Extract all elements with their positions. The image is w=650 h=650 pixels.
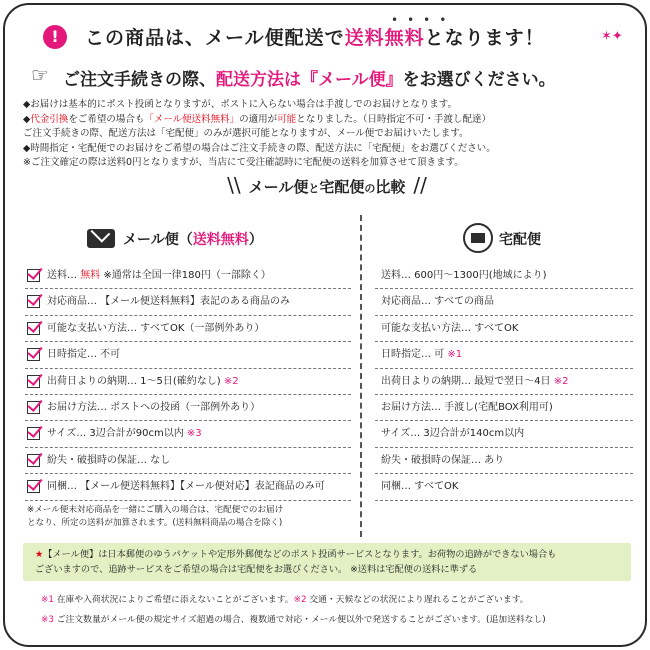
- checkbox-icon: [27, 401, 40, 414]
- envelope-icon: [87, 229, 115, 248]
- notes-block: [23, 98, 638, 171]
- checkbox-icon: [27, 480, 40, 493]
- courier-column-header: [375, 215, 633, 263]
- note-1: ◆お届けは基本的にポスト投函となりますが、ポストに入らない場合は手渡しでのお届けとなります。: [23, 99, 458, 110]
- mail-row-fee: 送料… 無料 ※通常は全国一律180円（一部除く）: [25, 263, 351, 289]
- mail-column-note: ※メール便未対応商品を一緒にご購入の場合は、宅配便でのお届け となり、所定の送料が加算されます。(送料無料商品の場合を除く): [27, 504, 284, 528]
- sub-heading: [5, 63, 647, 91]
- mail-row-method: お届け方法… ポストへの投函（一部例外あり）: [25, 395, 351, 421]
- package-icon: [463, 223, 493, 253]
- footnotes: [41, 593, 637, 633]
- mail-row-products: 対応商品… 【メール便送料無料】表記のある商品のみ: [25, 289, 351, 315]
- courier-row-method: お届け方法… 手渡し(宅配BOX利用可): [375, 395, 633, 421]
- checkbox-icon: [27, 269, 40, 282]
- courier-row-size: サイズ… 3辺合計が140cm以内: [375, 421, 633, 447]
- courier-row-fee: 送料… 600円～1300円(地域により): [375, 263, 633, 289]
- mail-row-delivery-period: 出荷日よりの納期… 1～5日(確約なし) ※2: [25, 369, 351, 395]
- mail-row-time: 日時指定… 不可: [25, 342, 351, 368]
- note-2: ◆代金引換をご希望の場合も「メール便送料無料」の適用が可能となりました。（日時指定不可・手渡し配達）: [23, 113, 491, 125]
- courier-column-title: 宅配便: [499, 232, 541, 248]
- pointing-hand-icon: ☞: [31, 63, 49, 87]
- emphasis-dots: ••••: [391, 13, 456, 27]
- checkbox-icon: [27, 454, 40, 467]
- exclamation-icon: !: [43, 25, 67, 49]
- footnote-3: ※3 ご注文数量がメール便の規定サイズ超過の場合、複数通で対応・メール便以外で発送することがございます。(追加送料なし): [41, 615, 546, 625]
- checkbox-icon: [27, 295, 40, 308]
- sparkle-icon: ✶✦: [601, 29, 623, 44]
- note-2-cont: ご注文手続きの際、配送方法は「宅配便」のみが選択可能となりますが、メール便でお届けいたします。: [23, 128, 469, 139]
- note-3: ◆時間指定・宅配便でのお届けをご希望の場合はご注文手続きの際、配送方法に「宅配便」をお選びください。: [23, 142, 496, 154]
- mail-column-header: [25, 215, 351, 263]
- courier-row-time: 日時指定… 可 ※1: [375, 342, 633, 368]
- checkbox-icon: [27, 348, 40, 361]
- mail-column: [25, 215, 351, 530]
- courier-row-delivery-period: 出荷日よりの納期… 最短で翌日～4日 ※2: [375, 369, 633, 395]
- mail-service-note: ★【メール便】は日本郵便のゆうパケットや定形外郵便などのポスト投函サービスとなります。お荷物の追跡ができない場合も ございますので、追跡サービスをご希望の場合は宅配便をお選びください。 ※送料は宅配便の送料に準ずる: [23, 543, 631, 581]
- checkbox-icon: [27, 427, 40, 440]
- sub-heading-text: ご注文手続きの際、配送方法は『メール便』をお選びください。: [63, 70, 556, 90]
- column-divider: [360, 215, 362, 537]
- courier-column: [375, 215, 633, 501]
- mail-row-size: サイズ… 3辺合計が90cm以内 ※3: [25, 421, 351, 447]
- mail-row-bundle: 同梱… 【メール便送料無料】【メール便対応】表記商品のみ可: [25, 474, 351, 500]
- courier-row-payment: 可能な支払い方法… すべてOK: [375, 316, 633, 342]
- note-3-cont: ※ご注文確定の際は送料0円となりますが、当店にて受注確認時に宅配便の送料を加算させて頂きます。: [23, 157, 464, 168]
- checkbox-icon: [27, 322, 40, 335]
- comparison-title: \\ メール便と宅配便の比較 //: [227, 173, 427, 197]
- courier-row-bundle: 同梱… すべてOK: [375, 474, 633, 500]
- main-heading: [5, 13, 647, 55]
- main-heading-text: この商品は、メール便配送で送料無料となります！: [85, 27, 545, 49]
- mail-column-title: メール便（送料無料）: [123, 232, 263, 248]
- courier-row-products: 対応商品… すべての商品: [375, 289, 633, 315]
- courier-row-guarantee: 紛失・破損時の保証… あり: [375, 448, 633, 474]
- info-card: [3, 3, 647, 647]
- mail-row-guarantee: 紛失・破損時の保証… なし: [25, 448, 351, 474]
- checkbox-icon: [27, 375, 40, 388]
- footnote-1: ※1 在庫や入荷状況によりご希望に添えないことがございます。※2 交通・天候などの状況により遅れることがございます。: [41, 595, 529, 605]
- mail-row-payment: 可能な支払い方法… すべてOK（一部例外あり）: [25, 316, 351, 342]
